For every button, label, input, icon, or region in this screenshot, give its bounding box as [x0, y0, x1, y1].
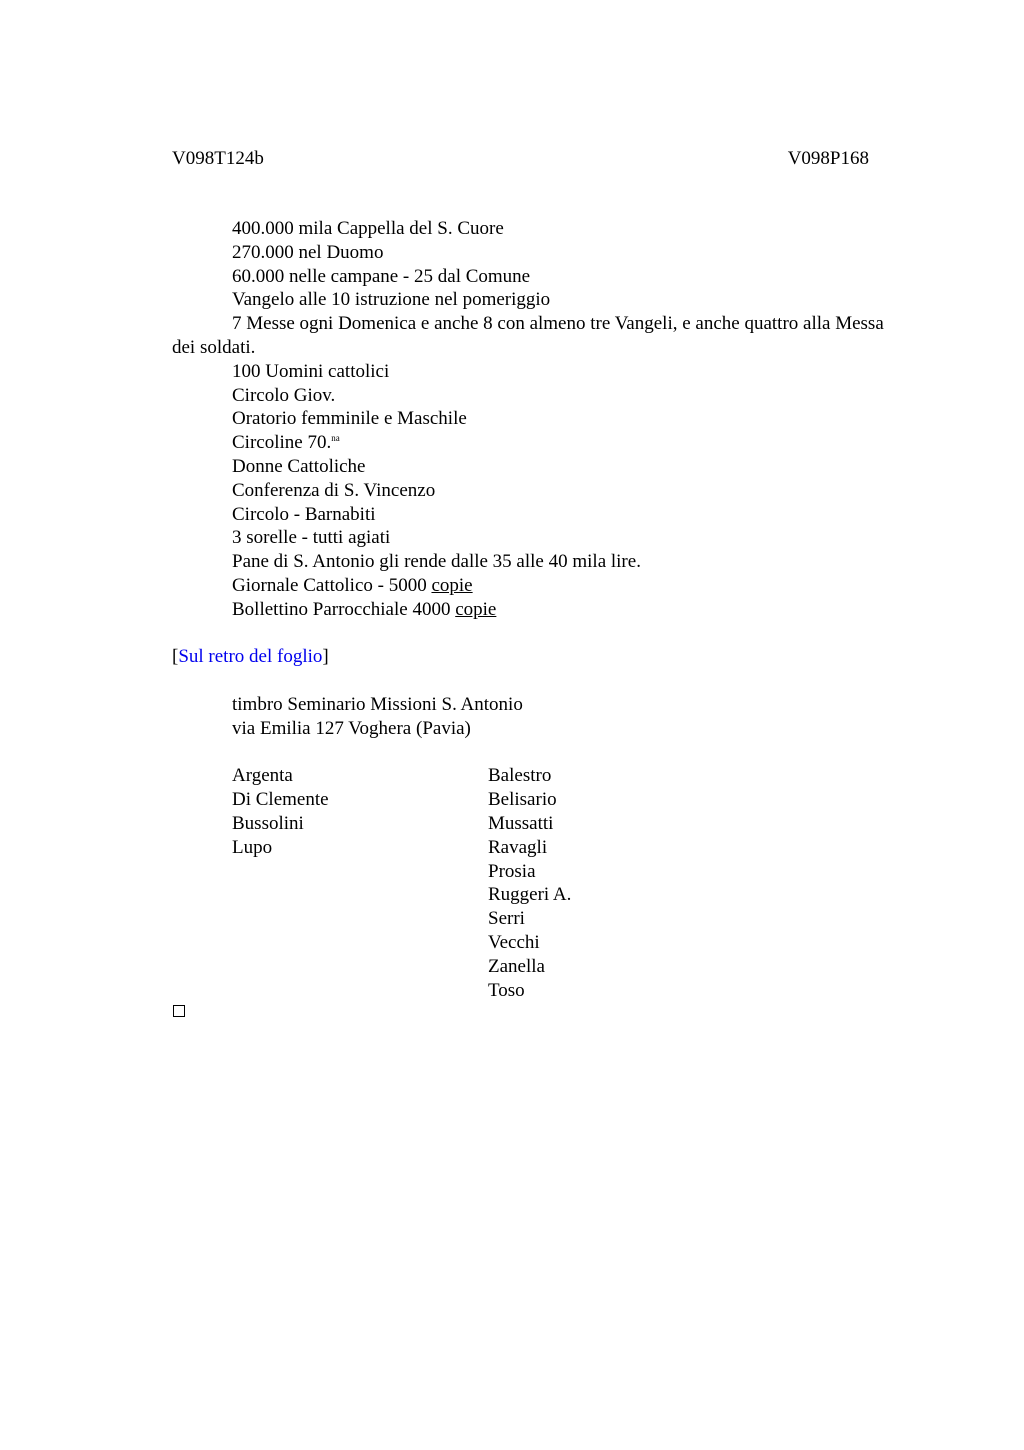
name-entry: Bussolini	[232, 812, 304, 834]
name-entry: Di Clemente	[232, 789, 329, 811]
stamp-line: timbro Seminario Missioni S. Antonio	[232, 693, 523, 715]
underlined-word: copie	[431, 574, 473, 596]
editorial-note	[172, 645, 888, 669]
text-line: 3 sorelle - tutti agiati	[232, 527, 391, 549]
document-body	[172, 217, 888, 1002]
text-line-main: Bollettino Parrocchiale 4000	[232, 598, 456, 620]
text-line: Pane di S. Antonio gli rende dalle 35 alle 40 mila lire.	[232, 551, 641, 573]
name-entry: Argenta	[232, 765, 293, 787]
name-entry: Belisario	[488, 789, 557, 811]
names-column-right	[488, 764, 571, 1002]
text-line	[172, 574, 888, 598]
header-left-code: V098T124b	[172, 148, 264, 169]
text-line	[172, 431, 888, 455]
name-entry: Serri	[488, 908, 525, 930]
names-table	[172, 764, 888, 1002]
text-line: Donne Cattoliche	[232, 455, 366, 477]
stamp-line: via Emilia 127 Voghera (Pavia)	[232, 717, 471, 739]
text-line: Circolo - Barnabiti	[232, 503, 376, 525]
note-open-bracket: [	[172, 646, 179, 668]
name-entry: Balestro	[488, 765, 552, 787]
text-line: 60.000 nelle campane - 25 dal Comune	[232, 265, 531, 287]
text-line-main: Giornale Cattolico - 5000	[232, 574, 432, 596]
text-line: 270.000 nel Duomo	[232, 241, 384, 263]
text-line: Circolo Giov.	[232, 384, 336, 406]
note-close-bracket: ]	[322, 646, 329, 668]
name-entry: Lupo	[232, 836, 273, 858]
note-text: Sul retro del foglio	[178, 646, 323, 668]
superscript: na	[331, 433, 340, 444]
text-line: 7 Messe ogni Domenica e anche 8 con almeno tre Vangeli, e anche quattro alla Messa dei soldati.	[172, 313, 884, 358]
header-right-code: V098P168	[787, 148, 869, 169]
name-entry: Toso	[488, 979, 525, 1001]
names-column-left	[232, 764, 329, 859]
name-entry: Ruggeri A.	[488, 884, 572, 906]
text-line: 100 Uomini cattolici	[232, 360, 390, 382]
underlined-word: copie	[455, 598, 497, 620]
end-checkbox-icon	[173, 1005, 185, 1017]
page-header	[172, 147, 869, 171]
spacer	[172, 741, 888, 765]
text-line: Conferenza di S. Vincenzo	[232, 479, 436, 501]
spacer	[172, 669, 888, 693]
name-entry: Prosia	[488, 860, 536, 882]
text-line	[172, 598, 888, 622]
name-entry: Ravagli	[488, 836, 548, 858]
spacer	[172, 622, 888, 646]
name-entry: Vecchi	[488, 931, 540, 953]
text-line: 400.000 mila Cappella del S. Cuore	[232, 218, 504, 239]
text-line-main: Circoline 70.	[232, 432, 332, 454]
name-entry: Zanella	[488, 955, 545, 977]
text-line: Oratorio femminile e Maschile	[232, 408, 467, 430]
name-entry: Mussatti	[488, 812, 554, 834]
text-line: Vangelo alle 10 istruzione nel pomeriggio	[232, 289, 551, 311]
